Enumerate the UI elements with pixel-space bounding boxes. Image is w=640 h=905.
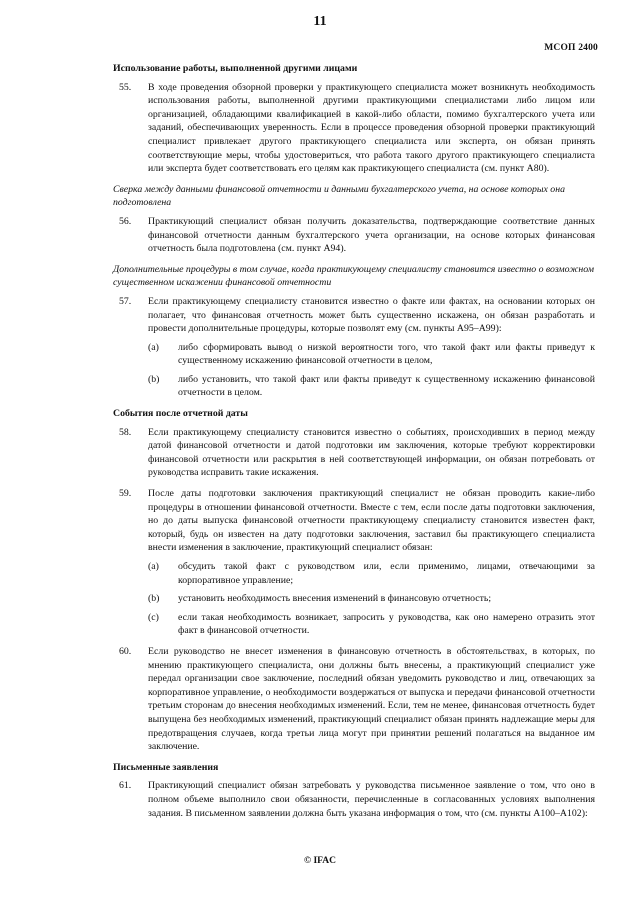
paragraph-number: 59. bbox=[119, 488, 132, 500]
paragraph-text: Если руководство не внесет изменения в финансовую отчетность в обстоятельствах, в которых, по мнению практикующего специалиста, они должны быть внесены, а практикующий специалист уже передал организации свое заключение, последний обязан уведомить руководство и лиц, отвечающих за корпоративное управление, о необходимости воздержаться от выпуска и передачи финансовой отчетности третьим сторонам до внесения необходимых изменений. Если, тем не менее, финансовая отчетность будет выпущена без необходимых изменений, практикующий специалист обязан принять надлежащие меры для предотвращения случаев, когда третьи лица могут при принятии решений полагаться на выданное им заключение. bbox=[148, 645, 595, 753]
paragraph-text: Практикующий специалист обязан затребовать у руководства письменное заявление о том, что оно в полном объеме выполнило свои обязанности, перечисленные в согласованных условиях выполнения задания. В письменном заявлении должна быть указана информация о том, что (см. пункты A100–A102): bbox=[148, 780, 595, 819]
section-heading: Дополнительные процедуры в том случае, когда практикующему специалисту становится известно о возможном существенном искажении финансовой отчетности bbox=[113, 263, 595, 289]
paragraph-number: 55. bbox=[119, 81, 132, 93]
list-item-text: либо сформировать вывод о низкой вероятности того, что такой факт или факты приведут к существенному искажению финансовой отчетности в целом, bbox=[178, 341, 595, 367]
numbered-paragraph bbox=[113, 779, 595, 820]
list-item bbox=[148, 341, 595, 368]
list-item-text: установить необходимость внесения изменений в финансовую отчетность; bbox=[178, 593, 492, 605]
numbered-paragraph bbox=[113, 81, 595, 176]
numbered-paragraph bbox=[113, 487, 595, 638]
paragraph-number: 58. bbox=[119, 426, 132, 438]
list-item-letter: (c) bbox=[148, 611, 159, 623]
document-body bbox=[113, 62, 595, 827]
list-item-letter: (b) bbox=[148, 373, 160, 385]
document-code: МСОП 2400 bbox=[544, 43, 598, 53]
paragraph-number: 61. bbox=[119, 780, 132, 792]
list-item bbox=[148, 373, 595, 400]
page-number: 11 bbox=[313, 14, 327, 29]
section-heading: Использование работы, выполненной другими лицами bbox=[113, 63, 358, 74]
paragraph-text: В ходе проведения обзорной проверки у практикующего специалиста может возникнуть необходимость использования работы, выполненной другими практикующими специалистами либо лицом или организацией, обладающими квалификацией в какой-либо области, помимо бухгалтерского учета или заданий, обеспечивающих уверенность. Если в процессе проведения обзорной проверки практикующий специалист привлекает другого практикующего специалиста или эксперта, он обязан принять соответствующие меры, чтобы удостовериться, что работа такого другого практикующего специалиста или эксперта будет соответствовать его целям как практикующего специалиста (см. пункт A80). bbox=[148, 81, 595, 175]
list-item-letter: (a) bbox=[148, 561, 159, 572]
numbered-paragraph bbox=[113, 645, 595, 754]
copyright-footer: © IFAC bbox=[304, 856, 336, 866]
section-heading: События после отчетной даты bbox=[113, 408, 248, 420]
numbered-paragraph bbox=[113, 426, 595, 480]
list-item bbox=[148, 592, 595, 606]
paragraph-text: После даты подготовки заключения практикующий специалист не обязан проводить какие-либо процедуры в отношении финансовой отчетности. Вместе с тем, если после даты подготовки заключения, но до даты выпуска финансовой отчетности практикующему специалисту становится известен факт, который, будь он известен на дату подготовки заключения, заставил бы практикующего специалиста внести изменения в заключение, практикующий специалист обязан: bbox=[148, 488, 595, 554]
numbered-paragraph bbox=[113, 215, 595, 256]
section-heading: Сверка между данными финансовой отчетности и данными бухгалтерского учета, на основе которых она подготовлена bbox=[113, 183, 565, 209]
paragraph-text: Если практикующему специалисту становится известно о событиях, происходивших в период между датой финансовой отчетности и датой подготовки им заключения, которые требуют корректировки финансовой отчетности или раскрытия в ней соответствующей информации, он обязан потребовать от руководства исправить такие искажения. bbox=[148, 426, 595, 479]
list-item bbox=[148, 611, 595, 638]
paragraph-text: Практикующий специалист обязан получить доказательства, подтверждающие соответствие данных финансовой отчетности данным бухгалтерского учета организации, на основе которых финансовая отчетность была подготовлена (см. пункт A94). bbox=[148, 215, 595, 255]
section-heading: Письменные заявления bbox=[113, 761, 219, 773]
list-item-text: обсудить такой факт с руководством или, если применимо, лицами, отвечающими за корпоративное управление; bbox=[178, 561, 595, 586]
paragraph-number: 56. bbox=[119, 215, 132, 227]
numbered-paragraph bbox=[113, 295, 595, 400]
paragraph-number: 57. bbox=[119, 295, 132, 307]
paragraph-text: Если практикующему специалисту становится известно о факте или фактах, на основании которых он полагает, что финансовая отчетность может быть существенно искажена, он обязан разработать и провести дополнительные процедуры, которые позволят ему (см. пункты A95–A99): bbox=[148, 295, 595, 335]
paragraph-number: 60. bbox=[119, 645, 132, 657]
list-item-letter: (a) bbox=[148, 341, 159, 353]
list-item-letter: (b) bbox=[148, 593, 160, 605]
list-item-text: либо установить, что такой факт или факты приведут к существенному искажению финансовой отчетности в целом. bbox=[178, 373, 595, 399]
list-item-text: если такая необходимость возникает, запросить у руководства, как оно намерено отразить этот факт в финансовой отчетности. bbox=[178, 611, 595, 637]
list-item bbox=[148, 560, 595, 587]
